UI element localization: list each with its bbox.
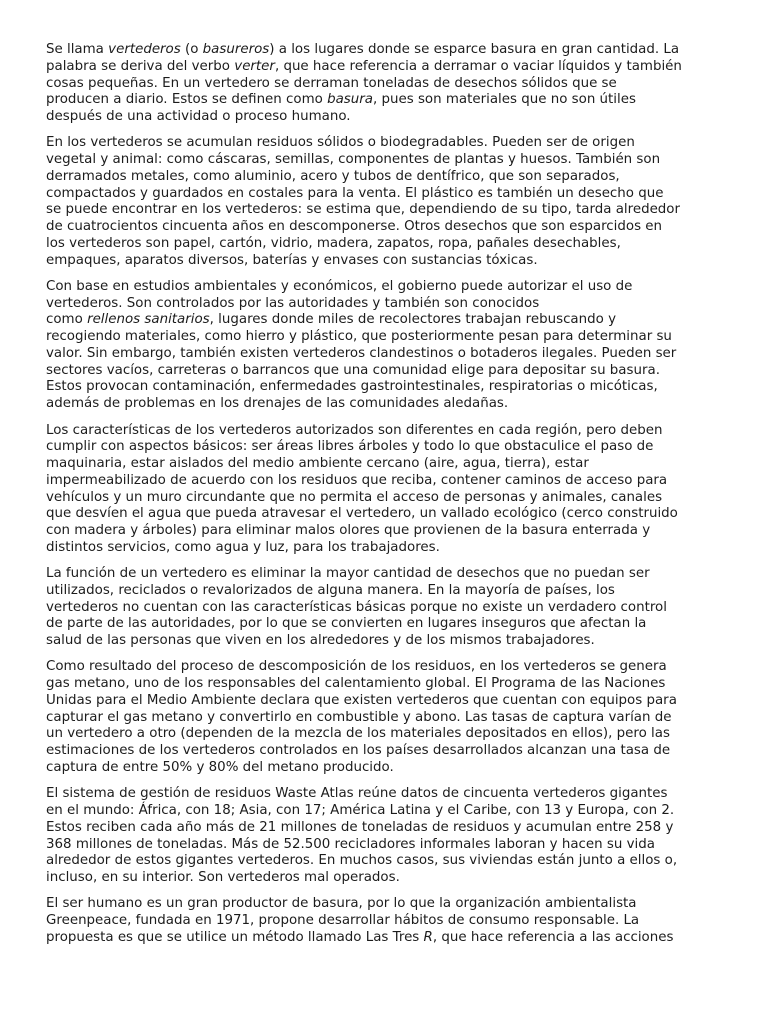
text-line: empaques, aparatos diversos, baterías y envases con sustancias tóxicas. (46, 252, 538, 268)
italic-term: basura (327, 92, 373, 108)
text-line (46, 930, 746, 947)
text-line: distintos servicios, como agua y luz, para los trabajadores. (46, 539, 440, 555)
text-line: captura de entre 50% y 80% del metano producido. (46, 759, 394, 775)
italic-term: verter (234, 58, 275, 74)
text-line: maquinaria, estar aislados del medio ambiente cercano (aire, agua, tierra), estar (46, 456, 589, 472)
text-segment: como (46, 312, 88, 328)
text-line: estimaciones de los vertederos controlados en los países desarrollados alcanzan una tasa de (46, 743, 671, 759)
text-line: recogiendo materiales, como hierro y plástico, que posteriormente pesan para determinar su (46, 329, 672, 345)
text-segment: , pues son materiales que no son útiles (372, 92, 636, 108)
text-line: La función de un vertedero es eliminar la mayor cantidad de desechos que no puedan ser (46, 566, 650, 582)
text-line: valor. Sin embargo, también existen vertederos clandestinos o botaderos ilegales. Pueden ser (46, 345, 677, 361)
text-line: cosas pequeñas. En un vertedero se derraman toneladas de desechos sólidos que se (46, 75, 617, 91)
text-line: incluso, en su interior. Son vertederos mal operados. (46, 870, 400, 886)
text-line (46, 59, 746, 76)
document-body (46, 42, 746, 956)
text-line: de cuatrocientos cincuenta años en descomponerse. Otros desechos que son esparcidos en (46, 219, 663, 235)
text-line: vegetal y animal: como cáscaras, semillas, componentes de plantas y huesos. También son (46, 152, 661, 168)
text-line: sectores vacíos, carreteras o barrancos que una comunidad elige para depositar su basura. (46, 362, 660, 378)
text-line: Como resultado del proceso de descomposición de los residuos, en los vertederos se genera (46, 659, 667, 675)
text-line: que desvíen el agua que pueda atravesar el vertedero, un vallado ecológico (cerco construido (46, 506, 678, 522)
text-line: compactados y guardados en costales para la venta. El plástico es también un desecho que (46, 185, 664, 201)
text-line: El ser humano es un gran productor de basura, por lo que la organización ambientalista (46, 896, 637, 912)
text-segment: , que hace referencia a derramar o vaciar líquidos y también (274, 58, 682, 74)
paragraph (46, 659, 746, 776)
text-line: con madera y árboles) para eliminar malos olores que provienen de la basura enterrada y (46, 523, 651, 539)
text-line: vertederos. Son controlados por las autoridades y también son conocidos (46, 295, 540, 311)
text-line: cumplir con aspectos básicos: ser áreas libres árboles y todo lo que obstaculice el paso de (46, 439, 654, 455)
text-segment: Se llama (46, 42, 109, 57)
text-line: un vertedero a otro (dependen de la mezcla de los materiales depositados en ellos), pero las (46, 726, 670, 742)
text-line: Unidas para el Medio Ambiente declara que existen vertederos que cuentan con equipos para (46, 692, 677, 708)
paragraph (46, 279, 746, 413)
text-segment: ) a los lugares donde se esparce basura en gran cantidad. La (269, 42, 680, 57)
italic-term: R (423, 929, 433, 945)
paragraph (46, 566, 746, 650)
text-line: 368 millones de toneladas. Más de 52.500 recicladores informales laboran y hacen su vida (46, 836, 655, 852)
text-segment: producen a diario. Estos se definen como (46, 92, 328, 108)
paragraph (46, 135, 746, 269)
text-line: Con base en estudios ambientales y económicos, el gobierno puede autorizar el uso de (46, 278, 633, 294)
text-line: vertederos no cuentan con las características básicas porque no existe un verdadero control (46, 599, 667, 615)
text-line (46, 312, 746, 329)
paragraph (46, 423, 746, 557)
text-line: gas metano, uno de los responsables del calentamiento global. El Programa de las Naciones (46, 676, 666, 692)
text-line: El sistema de gestión de residuos Waste Atlas reúne datos de cincuenta vertederos gigantes (46, 786, 668, 802)
text-segment: (o (180, 42, 203, 57)
text-line (46, 92, 746, 109)
text-line: En los vertederos se acumulan residuos sólidos o biodegradables. Pueden ser de origen (46, 135, 635, 151)
text-line: impermeabilizado de acuerdo con los residuos que reciba, contener caminos de acceso para (46, 472, 668, 488)
text-line: salud de las personas que viven en los alrededores y de los mismos trabajadores. (46, 633, 595, 649)
text-line: se puede encontrar en los vertederos: se estima que, dependiendo de su tipo, tarda alrededor (46, 202, 681, 218)
paragraph (46, 896, 746, 946)
text-line: alrededor de estos gigantes vertederos. En muchos casos, sus viviendas están junto a ellos o, (46, 853, 678, 869)
text-line (46, 42, 746, 59)
text-line: de parte de las autoridades, por lo que se convierten en lugares inseguros que afectan la (46, 616, 647, 632)
text-line: Greenpeace, fundada en 1971, propone desarrollar hábitos de consumo responsable. La (46, 913, 640, 929)
text-segment: palabra se deriva del verbo (46, 58, 235, 74)
text-line: los vertederos son papel, cartón, vidrio, madera, zapatos, ropa, pañales desechables, (46, 235, 621, 251)
text-segment: , que hace referencia a las acciones (432, 929, 674, 945)
italic-term: rellenos sanitarios (87, 312, 210, 328)
italic-term: vertederos (108, 42, 181, 57)
text-line: derramados metales, como aluminio, acero y tubos de dentífrico, que son separados, (46, 168, 620, 184)
text-segment: , lugares donde miles de recolectores trabajan rebuscando y (209, 312, 617, 328)
paragraph (46, 42, 746, 126)
text-line: después de una actividad o proceso humano. (46, 109, 351, 124)
text-line: capturar el gas metano y convertirlo en combustible y abono. Las tasas de captura varían de (46, 709, 672, 725)
text-line: además de problemas en los drenajes de las comunidades aledañas. (46, 396, 509, 412)
text-line: Estos reciben cada año más de 21 millones de toneladas de residuos y acumulan entre 258 y (46, 819, 674, 835)
text-line: utilizados, reciclados o revalorizados de alguna manera. En la mayoría de países, los (46, 582, 615, 598)
text-line: Los características de los vertederos autorizados son diferentes en cada región, pero deben (46, 422, 663, 438)
text-segment: propuesta es que se utilice un método llamado Las Tres (46, 929, 424, 945)
text-line: Estos provocan contaminación, enfermedades gastrointestinales, respiratorias o micóticas, (46, 379, 658, 395)
paragraph (46, 786, 746, 887)
text-line: en el mundo: África, con 18; Asia, con 17; América Latina y el Caribe, con 13 y Europa, con 2. (46, 803, 675, 819)
text-line: vehículos y un muro circundante que no permita el acceso de personas y animales, canales (46, 489, 663, 505)
italic-term: basureros (202, 42, 270, 57)
